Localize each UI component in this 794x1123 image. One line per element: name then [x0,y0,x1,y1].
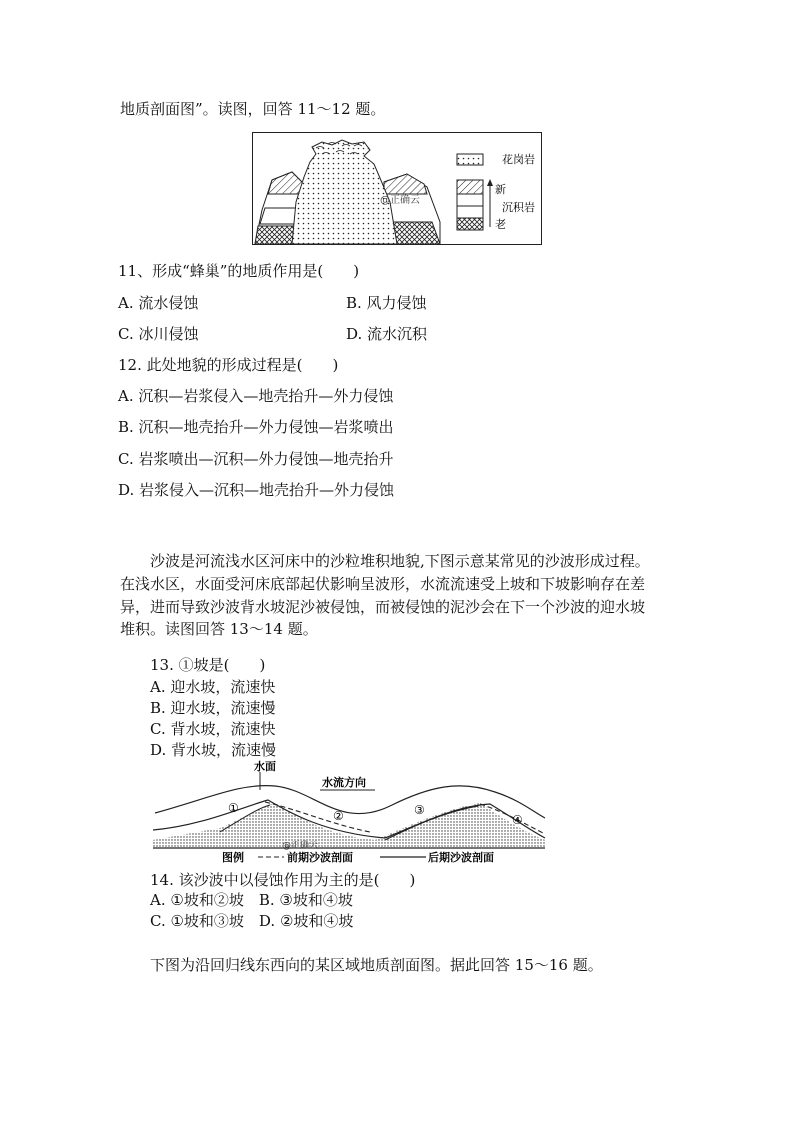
legend-granite-label: 花岗岩 [502,153,535,166]
q14-options-row-1[interactable]: A. ①坡和②坡 B. ③坡和④坡 [150,891,353,909]
sand-bed [153,803,545,848]
marker-1: ① [228,801,239,815]
q12-option-b[interactable]: B. 沉积—地壳抬升—外力侵蚀—岩浆喷出 [118,418,394,436]
q14-options-row-2[interactable]: C. ①坡和③坡 D. ②坡和④坡 [150,912,354,930]
fig1-watermark: @正确云 [380,195,420,206]
legend-old-label: 老 [495,218,506,231]
q11-option-a[interactable]: A. 流水侵蚀 [118,294,199,312]
sand-wave-figure [150,758,550,866]
q13-option-d[interactable]: D. 背水坡，流速慢 [150,741,277,759]
q11-stem: 11、形成“蜂巢”的地质作用是( ) [118,262,360,280]
passage-line-4: 堆积。读图回答 13～14 题。 [120,620,318,638]
fig2-legend-title: 图例 [222,851,244,864]
q11-option-d[interactable]: D. 流水沉积 [346,325,428,343]
legend-sediment-label: 沉积岩 [502,201,535,214]
q13-option-c[interactable]: C. 背水坡，流速快 [150,720,276,738]
geologic-section-figure [252,132,542,245]
legend-late-label: 后期沙波剖面 [428,851,494,864]
marker-3: ③ [414,803,425,817]
q12-stem: 12. 此处地貌的形成过程是( ) [118,356,339,374]
q12-option-c[interactable]: C. 岩浆喷出—沉积—外力侵蚀—地壳抬升 [118,450,394,468]
flow-direction-label: 水流方向 [322,776,366,789]
fig2-watermark: @正确云 [282,841,319,851]
intro-text: 地质剖面图”。读图，回答 11～12 题。 [120,100,386,118]
q12-option-d[interactable]: D. 岩浆侵入—沉积—地壳抬升—外力侵蚀 [118,481,395,499]
q13-option-a[interactable]: A. 迎水坡，流速快 [150,678,276,696]
q13-option-b[interactable]: B. 迎水坡，流速慢 [150,699,276,717]
passage-line-2: 在浅水区，水面受河床底部起伏影响呈波形，水流流速受上坡和下坡影响存在差 [120,575,646,593]
q14-stem: 14. 该沙波中以侵蚀作用为主的是( ) [150,871,416,889]
legend-granite-swatch [457,154,483,165]
passage-line-1: 沙波是河流浅水区河床中的沙粒堆积地貌,下图示意某常见的沙波形成过程。 [150,552,650,570]
passage-line-3: 异，进而导致沙波背水坡泥沙被侵蚀，而被侵蚀的泥沙会在下一个沙波的迎水坡 [120,598,646,616]
q11-option-c[interactable]: C. 冰川侵蚀 [118,325,199,343]
legend-new-label: 新 [495,183,506,196]
q12-option-a[interactable]: A. 沉积—岩浆侵入—地壳抬升—外力侵蚀 [118,387,394,405]
water-surface-label: 水面 [254,760,276,773]
legend-layer-4 [457,218,483,230]
q11-option-b[interactable]: B. 风力侵蚀 [346,294,427,312]
legend-early-label: 前期沙波剖面 [287,851,353,864]
marker-4: ④ [512,813,523,827]
legend-layer-1 [457,180,483,194]
legend-layer-2 [457,194,483,206]
q13-stem: 13. ①坡是( ) [150,656,266,674]
marker-2: ② [333,809,344,823]
legend-layer-3 [457,206,483,218]
intro-15-16: 下图为沿回归线东西向的某区域地质剖面图。据此回答 15～16 题。 [150,956,603,974]
